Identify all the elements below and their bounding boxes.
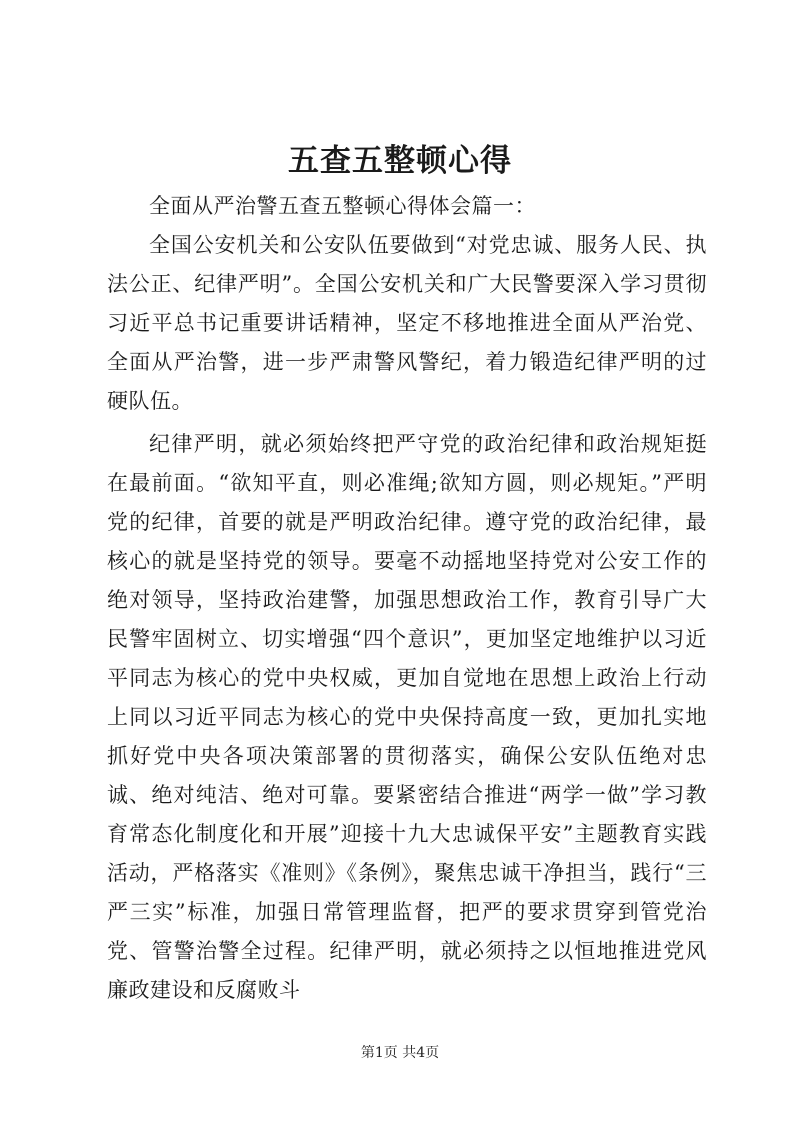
page-title: 五查五整顿心得 xyxy=(288,143,512,179)
section-heading: 全面从严治警五查五整顿心得体会篇一： xyxy=(149,194,536,218)
paragraph: 纪律严明，就必须始终把严守党的政治纪律和政治规矩挺在最前面。“欲知平直，则必准绳;欲知方圆，则必规矩。”严明党的纪律，首要的就是严明政治纪律。遵守党的政治纪律，最核心的就是坚持党的领导。要毫不动摇地坚持党对公安工作的绝对领导，坚持政治建警，加强思想政治工作，教育引导广大民警牢固树立、切实增强“四个意识”，更加坚定地维护以习近平同志为核心的党中央权威，更加自觉地在思想上政治上行动上同以习近平同志为核心的党中央保持高度一致，更加扎实地抓好党中央各项决策部署的贯彻落实，确保公安队伍绝对忠诚、绝对纯洁、绝对可靠。要紧密结合推进“两学一做”学习教育常态化制度化和开展”迎接十九大忠诚保平安”主题教育实践活动，严格落实《准则》《条例》，聚焦忠诚干净担当，践行“三严三实”标准，加强日常管理监督，把严的要求贯穿到管党治党、管警治警全过程。纪律严明，就必须持之以恒地推进党风廉政建设和反腐败斗 xyxy=(107,432,707,1002)
document-body xyxy=(107,187,707,1010)
paragraph: 全国公安机关和公安队伍要做到“对党忠诚、服务人民、执法公正、纪律严明”。全国公安机关和广大民警要深入学习贯彻习近平总书记重要讲话精神，坚定不移地推进全面从严治党、全面从严治警，进一步严肃警风警纪，着力锻造纪律严明的过硬队伍。 xyxy=(107,233,707,413)
page-number-footer: 第1页 共4页 xyxy=(360,1045,440,1061)
